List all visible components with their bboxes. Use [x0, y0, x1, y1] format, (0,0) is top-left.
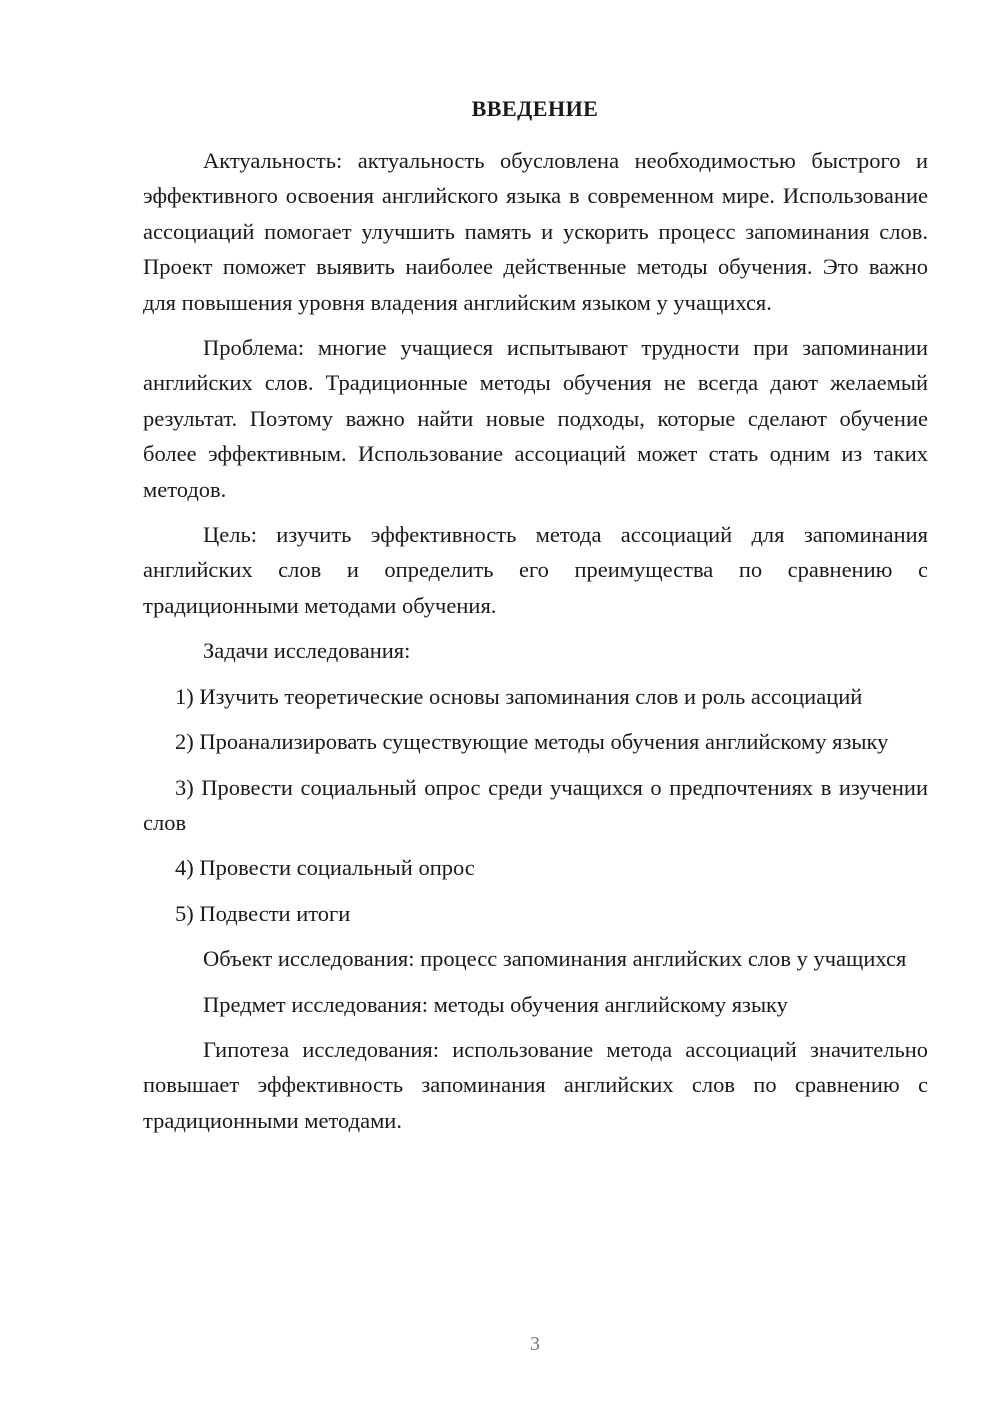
task-item-5: 5) Подвести итоги — [175, 900, 351, 926]
paragraph-tasks-intro: Задачи исследования: — [203, 638, 411, 664]
task-item-1: 1) Изучить теоретические основы запоминания слов и роль ассоциаций — [175, 683, 863, 709]
page-number: 3 — [530, 1333, 540, 1355]
paragraph-goal: Цель: изучить эффективность метода ассоциаций для запоминания английских слов и определить его преимущества по сравнению с традиционными методами обучения. — [143, 522, 928, 618]
paragraph-object: Объект исследования: процесс запоминания английских слов у учащихся — [203, 946, 907, 972]
tasks-list — [143, 679, 928, 931]
task-item-3: 3) Провести социальный опрос среди учащихся о предпочтениях в изучении слов — [143, 774, 928, 835]
section-heading: ВВЕДЕНИЕ — [471, 96, 599, 121]
document-body — [143, 143, 928, 1148]
paragraph-problem: Проблема: многие учащиеся испытывают трудности при запоминании английских слов. Традиционные методы обучения не всегда дают желаемый результат. Поэтому важно найти новые подходы, которые сделают обучение более эффективным. Использование ассоциаций может стать одним из таких методов. — [143, 335, 928, 502]
task-item-4: 4) Провести социальный опрос — [175, 855, 475, 881]
task-item-2: 2) Проанализировать существующие методы обучения английскому языку — [175, 729, 889, 755]
paragraph-hypothesis: Гипотеза исследования: использование метода ассоциаций значительно повышает эффективность запоминания английских слов по сравнению с традиционными методами. — [143, 1036, 928, 1133]
paragraph-relevance: Актуальность: актуальность обусловлена необходимостью быстрого и эффективного освоения английского языка в современном мире. Использование ассоциаций помогает улучшить память и ускорить процесс запоминания слов. Проект поможет выявить наиболее действенные методы обучения. Это важно для повышения уровня владения английским языком у учащихся. — [143, 148, 928, 315]
paragraph-subject: Предмет исследования: методы обучения английскому языку — [203, 991, 788, 1017]
